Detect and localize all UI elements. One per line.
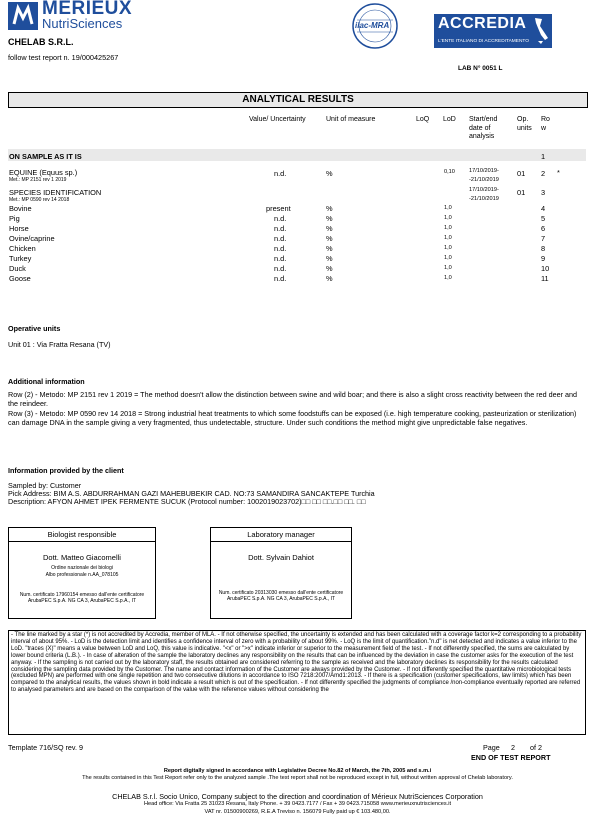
species-end: -21/10/2019 <box>469 196 499 202</box>
client-title: Information provided by the client <box>8 466 124 475</box>
company-name: CHELAB S.R.L. <box>8 37 74 47</box>
page-number: 2 <box>511 743 515 752</box>
manager-cert: Num. certificato 20313030 emesso dall'ente certificatore ArubaPEC S.p.A. NG CA 3, ArubaPEC S.p.A., IT <box>218 590 344 602</box>
accredia-logo <box>434 14 552 48</box>
species-row: 3 <box>541 188 546 197</box>
col-lod: LoD <box>443 116 456 123</box>
table-row: Chicken n.d. % 1,0 8 <box>9 244 546 253</box>
species-op: 01 <box>517 188 526 197</box>
species-start: 17/10/2019- <box>469 187 499 193</box>
biologist-signature-box <box>8 527 156 619</box>
italy-map-icon <box>532 16 550 46</box>
equine-start: 17/10/2019- <box>469 168 499 174</box>
additional-row3: Row (3) - Metodo: MP 0590 rev 14 2018 = Strong industrial heat treatments to which some foodstuffs can be exposed (i.e. high temperature cooking, pasteurization or sterilization) can damage DNA in the sample giving a very fragmented, thus undetectable, structure. Under such conditions the method might give unpredictable false negatives. <box>8 409 577 427</box>
page-label: Page <box>483 743 500 752</box>
ilac-mra-logo-icon <box>343 2 407 50</box>
table-row: Ovine/caprine n.d. % 1,0 7 <box>9 234 546 243</box>
equine-star: * <box>557 168 560 177</box>
col-value: Value/ Uncertainty <box>249 116 306 123</box>
ilac-label: ilac-MRA <box>355 21 390 30</box>
operative-title: Operative units <box>8 324 61 333</box>
accredia-title: ACCREDIA <box>438 15 527 32</box>
additional-title: Additional information <box>8 377 85 386</box>
brand-subname: NutriSciences <box>42 16 123 31</box>
species-name: SPECIES IDENTIFICATION <box>9 188 102 197</box>
client-sampled: Sampled by: Customer <box>8 481 82 490</box>
col-dates: Start/end date of analysis <box>469 116 498 140</box>
lab-number: LAB N° 0051 L <box>458 65 503 72</box>
manager-name: Dott. Sylvain Dahiot <box>248 553 314 562</box>
table-row: Duck n.d. % 1,0 10 <box>9 264 550 273</box>
biologist-order: Ordine nazionale dei biologi <box>51 565 113 571</box>
section-bar <box>8 149 586 161</box>
manager-signature-box <box>210 527 352 619</box>
brand-name: MERIEUX <box>42 0 133 19</box>
equine-method: Met.: MP 2151 rev 1 2019 <box>9 177 67 183</box>
footer-head-office: Head office: Via Fratta 25 31023 Resana, Italy Phone. + 39 0423.7177 / Fax + 39 0423.715058 www.merieuxnutrisciences.it <box>143 801 452 807</box>
merieux-logo-icon <box>8 2 38 30</box>
footer-results-refer: The results contained in this Test Report refer only to the analyzed sample .The test report shall not be reproduced except in full, without written approval of Chelab laboratory. <box>82 775 513 781</box>
additional-row2: Row (2) - Metodo: MP 2151 rev 1 2019 = The method doesn't allow the distinction between swine and wild boar; and there is also a slight cross reactivity between the red deer and the reindeer. <box>8 390 578 408</box>
footer-vat: VAT nr. 01500900269, R.E.A Treviso n. 156079 Fully paid up € 103.480,00. <box>204 809 391 815</box>
equine-op: 01 <box>517 169 526 178</box>
equine-name: EQUINE (Equus sp.) <box>9 168 78 177</box>
table-row: Goose n.d. % 1,0 11 <box>9 274 549 283</box>
notes-box: - The line marked by a star (*) is not accredited by Accredia, member of MLA. - If not otherwise specified, the uncertainty is extended and has been calculated with a coverage factor k=2 corresponding to a probability interval of about 95%. - LoD is the detection limit and identifies a confidence interval of zero with a probability of about 99%. - LoQ is the limit of quantification."n.d" is net detected and indicates a value inferior to the LoD. "traces (X)" means a value between LoD and LoQ, this value is indicative. "<x" or ">x" indicate inferior or superior to the measurement field of the test. - If not differently specified, the sums are calculated by lower bound criteria (L.B.). - In case of alteration of the sample the laboratory declines any responsibility on the results that can be influenced by the deviation in case the customer asks for the execution of the test anyway. - If the sampling is not carried out by the laboratory staff, the results obtained are considered referring to the sample as received and the laboratory declines its responsibility for the results calculated considering the sampling data provided by the Customer. The name and contact information of the Customer are always provided by the Customer. - If not differently specified the quantitative microbiological tests (excluded MPN) are performed with one single repetition and two consecutive dilutions in accordance to ISO 7218:2007/Amd1:2013. - If there is a specification (customer specifications, law limits) which has been compared to the analytical results, the values shown in bold indicate a result which is out of the specification. - If not differently specified the judgments of compliance /non-compliance eventually reported are referred to analysed parameters and are based on the comparison of the value with the reference values without considering the <box>8 630 586 735</box>
end-of-report: END OF TEST REPORT <box>471 753 551 762</box>
equine-unit: % <box>326 169 333 178</box>
equine-value: n.d. <box>274 169 287 178</box>
equine-lod: 0,10 <box>444 169 455 175</box>
table-row: Turkey n.d. % 1,0 9 <box>9 254 546 263</box>
table-row: Bovine present % 1,0 4 <box>9 204 546 213</box>
table-row: Horse n.d. % 1,0 6 <box>9 224 546 233</box>
follow-report: follow test report n. 19/000425267 <box>8 53 119 62</box>
equine-row: 2 <box>541 169 546 178</box>
col-unit: Unit of measure <box>326 116 376 123</box>
footer-signed: Report digitally signed in accordance with Legislative Decree No.82 of March, the 7th, 2005 and s.m.i <box>163 768 432 774</box>
col-op-units: Op. units <box>517 116 532 132</box>
page-total: of 2 <box>530 743 542 752</box>
biologist-name: Dott. Matteo Giacomelli <box>43 553 121 562</box>
biologist-role: Biologist responsible <box>9 528 155 542</box>
species-items <box>9 204 579 284</box>
col-loq: LoQ <box>416 116 430 123</box>
species-method: Met.: MP 0590 rev 14 2018 <box>9 197 70 203</box>
results-title: ANALYTICAL RESULTS <box>8 92 588 108</box>
biologist-register: Albo professionale n.AA_078105 <box>45 572 119 578</box>
section-title: ON SAMPLE AS IT IS <box>9 152 82 161</box>
client-description: Description: AFYON AHMET IPEK FERMENTE SUCUK (Protocol number: 1002019023702)□□ □□ □□.□□ □□. □□ <box>8 497 366 506</box>
equine-end: -21/10/2019 <box>469 177 499 183</box>
biologist-cert: Num. certificato 17960154 emesso dall'ente certificatore ArubaPEC S.p.A. NG CA 3, ArubaPEC S.p.A., IT <box>19 592 145 604</box>
operative-unit: Unit 01 : Via Fratta Resana (TV) <box>8 340 111 349</box>
accredia-subtitle: L'ENTE ITALIANO DI ACCREDITAMENTO <box>438 39 530 44</box>
template-label: Template 716/SQ rev. 9 <box>8 743 83 752</box>
section-row-number: 1 <box>541 152 546 161</box>
table-row: Pig n.d. % 1,0 5 <box>9 214 546 223</box>
col-row: Ro w <box>541 116 550 132</box>
manager-role: Laboratory manager <box>211 528 351 542</box>
client-address: Pick Address: BIM A.S. ABDURRAHMAN GAZI MAHEBUBEKIR CAD. NO:73 SAMANDIRA SANCAKTEPE Turchia <box>8 489 375 498</box>
footer-socio: CHELAB S.r.l. Socio Unico, Company subject to the direction and coordination of Mérieux NutriSciences Corporation <box>112 792 483 801</box>
